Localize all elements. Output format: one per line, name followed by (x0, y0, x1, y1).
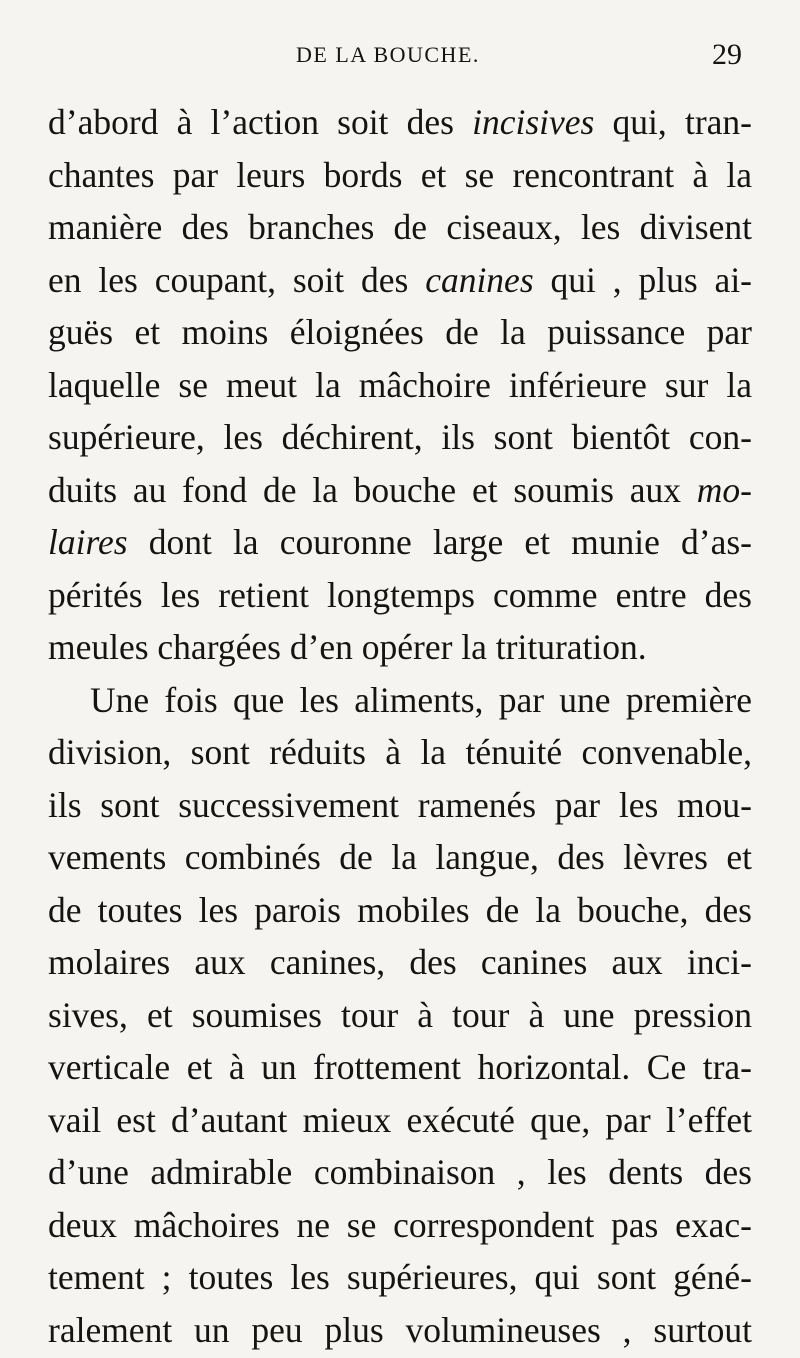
text-segment: laquelle se meut la mâchoire inférieure sur la (48, 364, 752, 405)
text-line (48, 936, 752, 989)
text-segment: chantes par leurs bords et se rencontrant à la (48, 154, 752, 195)
italic-term: canines (425, 259, 534, 300)
text-segment: vements combinés de la langue, des lèvres et (48, 837, 752, 877)
text-line (48, 1251, 752, 1304)
text-line (48, 831, 752, 884)
text-segment: guës et moins éloignées de la puissance par (48, 312, 752, 352)
text-line (48, 149, 752, 202)
text-line (48, 1304, 752, 1357)
text-segment: molaires aux canines, des canines aux inci- (48, 942, 752, 982)
text-segment: de toutes les parois mobiles de la bouche, des (48, 889, 752, 930)
body-text (48, 96, 752, 1356)
text-line (48, 1094, 752, 1147)
text-line (48, 306, 752, 359)
text-line (48, 1146, 752, 1199)
text-line (48, 411, 752, 464)
italic-term: incisives (472, 102, 595, 142)
text-line (48, 674, 752, 727)
text-line (48, 726, 752, 779)
italic-term: mo- (696, 469, 752, 510)
text-segment: division, sont réduits à la ténuité convenable, (48, 732, 752, 772)
text-segment: manière des branches de ciseaux, les divisent (48, 207, 752, 247)
text-segment: Une fois que les aliments, par une première (90, 679, 752, 720)
text-segment: d’abord à l’action soit des (48, 102, 473, 142)
text-line (48, 201, 752, 254)
text-segment: pérités les retient longtemps comme entre des (48, 574, 752, 615)
running-title: DE LA BOUCHE. (296, 42, 480, 67)
text-segment: tement ; toutes les supérieures, qui sont géné- (48, 1257, 752, 1297)
text-segment: ralement un peu plus volumineuses , surtout (48, 1309, 752, 1350)
text-line (48, 1199, 752, 1252)
text-line (48, 569, 752, 622)
text-segment: sives, et soumises tour à tour à une pression (48, 994, 752, 1035)
text-segment: en les coupant, soit des (48, 259, 426, 300)
text-segment: ils sont successivement ramenés par les mou- (48, 784, 752, 825)
text-segment: supérieure, les déchirent, ils sont bientôt con- (48, 417, 752, 457)
text-segment: deux mâchoires ne se correspondent pas exac- (48, 1204, 752, 1245)
text-segment: vail est d’autant mieux exécuté que, par l’effet (48, 1099, 752, 1140)
page-number: 29 (712, 38, 742, 71)
running-header (0, 38, 800, 78)
text-line (48, 516, 752, 569)
text-segment: dont la couronne large et munie d’as- (127, 522, 752, 562)
italic-term: laires (48, 522, 128, 562)
text-line (48, 884, 752, 937)
text-segment: duits au fond de la bouche et soumis aux (48, 469, 697, 510)
text-segment: meules chargées d’en opérer la trituration. (48, 627, 647, 667)
text-segment: d’une admirable combinaison , les dents des (48, 1152, 752, 1192)
text-segment: qui , plus ai- (533, 259, 752, 300)
text-segment: verticale et à un frottement horizontal. Ce tra- (48, 1047, 752, 1087)
text-line (48, 464, 752, 517)
text-line (48, 96, 752, 149)
text-line (48, 779, 752, 832)
text-line (48, 621, 752, 674)
text-line (48, 359, 752, 412)
text-line (48, 254, 752, 307)
text-line (48, 1041, 752, 1094)
text-segment: qui, tran- (594, 102, 752, 142)
text-line (48, 989, 752, 1042)
